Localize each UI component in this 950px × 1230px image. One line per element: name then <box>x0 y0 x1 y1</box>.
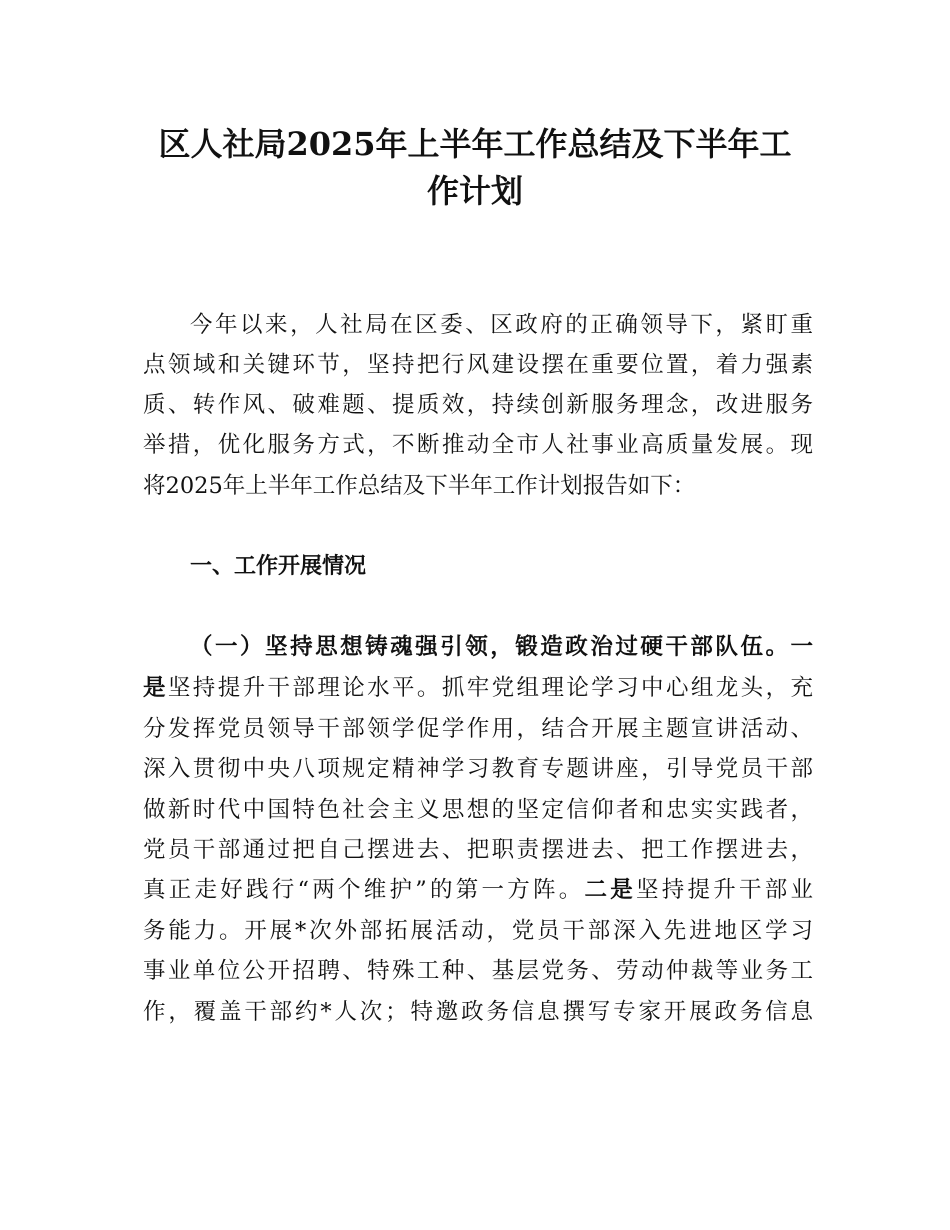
intro-line-2: 点领域和关键环节，坚持把行风建设摆在重要位置，着力强素 <box>143 352 813 378</box>
subsection-heading-1: （一）坚持思想铸魂强引领，锻造政治过硬干部队伍。一 <box>190 634 813 660</box>
body-line-4: 做新时代中国特色社会主义思想的坚定信仰者和忠实实践者， <box>143 797 813 823</box>
body-line-6-pre: 真正走好践行“两个维护”的第一方阵。 <box>143 877 585 903</box>
body-line-9: 作，覆盖干部约*人次；特邀政务信息撰写专家开展政务信息 <box>143 999 813 1025</box>
body-line-3: 深入贯彻中央八项规定精神学习教育专题讲座，引导党员干部 <box>143 756 813 782</box>
body-line-6 <box>143 870 813 910</box>
body-line-6-post: 坚持提升干部业 <box>635 877 813 903</box>
bold-marker-er-shi: 二是 <box>584 877 636 903</box>
section-heading-1: 一、工作开展情况 <box>190 554 367 579</box>
intro-line-3: 质、转作风、破难题、提质效，持续创新服务理念，改进服务 <box>143 392 813 418</box>
document-title-line-1: 区人社局2025年上半年工作总结及下半年工 <box>158 125 792 163</box>
intro-line-4: 举措，优化服务方式，不断推动全市人社事业高质量发展。现 <box>143 432 813 458</box>
document-title-line-2: 作计划 <box>426 172 523 210</box>
bold-marker-yi-shi: 是 <box>143 675 168 701</box>
body-line-2: 分发挥党员领导干部领学促学作用，结合开展主题宣讲活动、 <box>143 716 813 742</box>
body-line-1 <box>143 668 813 708</box>
body-line-7: 务能力。开展*次外部拓展活动，党员干部深入先进地区学习 <box>143 918 813 944</box>
intro-line-5: 将2025年上半年工作总结及下半年工作计划报告如下： <box>143 473 696 499</box>
intro-line-1: 今年以来，人社局在区委、区政府的正确领导下，紧盯重 <box>190 312 813 338</box>
body-line-1-text: 坚持提升干部理论水平。抓牢党组理论学习中心组龙头，充 <box>167 675 813 701</box>
body-line-5: 党员干部通过把自己摆进去、把职责摆进去、把工作摆进去， <box>143 837 813 863</box>
body-line-8: 事业单位公开招聘、特殊工种、基层党务、劳动仲裁等业务工 <box>143 958 813 984</box>
